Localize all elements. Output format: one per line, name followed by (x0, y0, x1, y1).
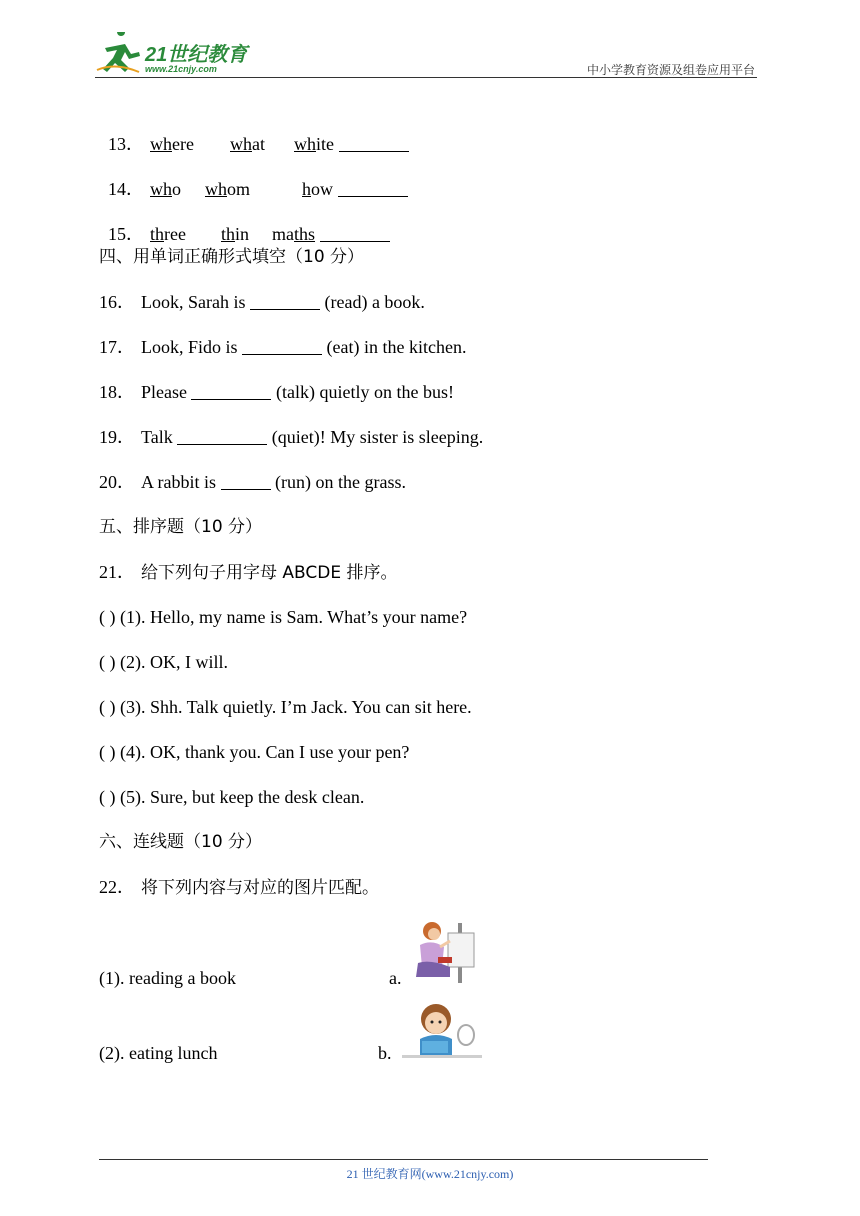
section-5-title: 五、排序题（10 分） (99, 517, 263, 537)
word: thin (221, 224, 250, 244)
question-17: 17． Look, Fido is (eat) in the kitchen. (99, 337, 467, 357)
match-left-2: (2). eating lunch (99, 1043, 218, 1063)
runner-logo-icon (95, 32, 143, 76)
question-16: 16． Look, Sarah is (read) a book. (99, 292, 425, 312)
order-item-1: ( ) (1). Hello, my name is Sam. What’s your name? (99, 607, 468, 627)
question-20: 20． A rabbit is (run) on the grass. (99, 472, 406, 492)
question-14: 14． who whom how (99, 156, 408, 200)
section-4-title: 四、用单词正确形式填空（10 分） (99, 247, 365, 267)
match-left-1: (1). reading a book (99, 968, 236, 988)
answer-blank[interactable] (250, 293, 320, 310)
answer-blank[interactable] (221, 473, 271, 490)
answer-blank[interactable] (338, 180, 408, 197)
question-21: 21． 给下列句子用字母 ABCDE 排序。 (99, 562, 398, 583)
child-painting-picture-icon (410, 917, 482, 987)
order-item-5: ( ) (5). Sure, but keep the desk clean. (99, 787, 365, 807)
order-item-3: ( ) (3). Shh. Talk quietly. I’m Jack. You can sit here. (99, 697, 472, 717)
word: what (230, 134, 265, 154)
word: where (150, 134, 194, 154)
question-19: 19． Talk (quiet)! My sister is sleeping. (99, 427, 484, 447)
site-logo (95, 32, 265, 78)
match-right-a: a. (389, 968, 402, 988)
logo-text: 21世纪教育 (145, 44, 248, 66)
header-divider (95, 77, 757, 78)
answer-blank[interactable] (191, 383, 271, 400)
answer-blank[interactable] (242, 338, 322, 355)
word: how (302, 179, 333, 199)
word: maths (272, 224, 316, 244)
answer-blank[interactable] (320, 225, 390, 242)
footer-text: 21 世纪教育网(www.21cnjy.com) (346, 1167, 514, 1181)
header-platform-text: 中小学教育资源及组卷应用平台 (586, 63, 755, 77)
question-18: 18． Please (talk) quietly on the bus! (99, 382, 454, 402)
match-right-b: b. (378, 1043, 392, 1063)
order-item-4: ( ) (4). OK, thank you. Can I use your pen? (99, 742, 410, 762)
word: whom (205, 179, 251, 199)
word: three (150, 224, 186, 244)
child-eating-picture-icon (402, 1001, 482, 1059)
word: who (150, 179, 181, 199)
order-item-2: ( ) (2). OK, I will. (99, 652, 228, 672)
logo-url: www.21cnjy.com (145, 64, 217, 74)
page-header (95, 32, 757, 78)
answer-blank[interactable] (177, 428, 267, 445)
question-13: 13． where what white (99, 111, 409, 155)
question-22: 22． 将下列内容与对应的图片匹配。 (99, 877, 379, 898)
word: white (294, 134, 334, 154)
section-6-title: 六、连线题（10 分） (99, 832, 263, 852)
answer-blank[interactable] (339, 135, 409, 152)
question-15: 15． three thin maths (99, 201, 390, 245)
footer-divider (99, 1159, 708, 1160)
